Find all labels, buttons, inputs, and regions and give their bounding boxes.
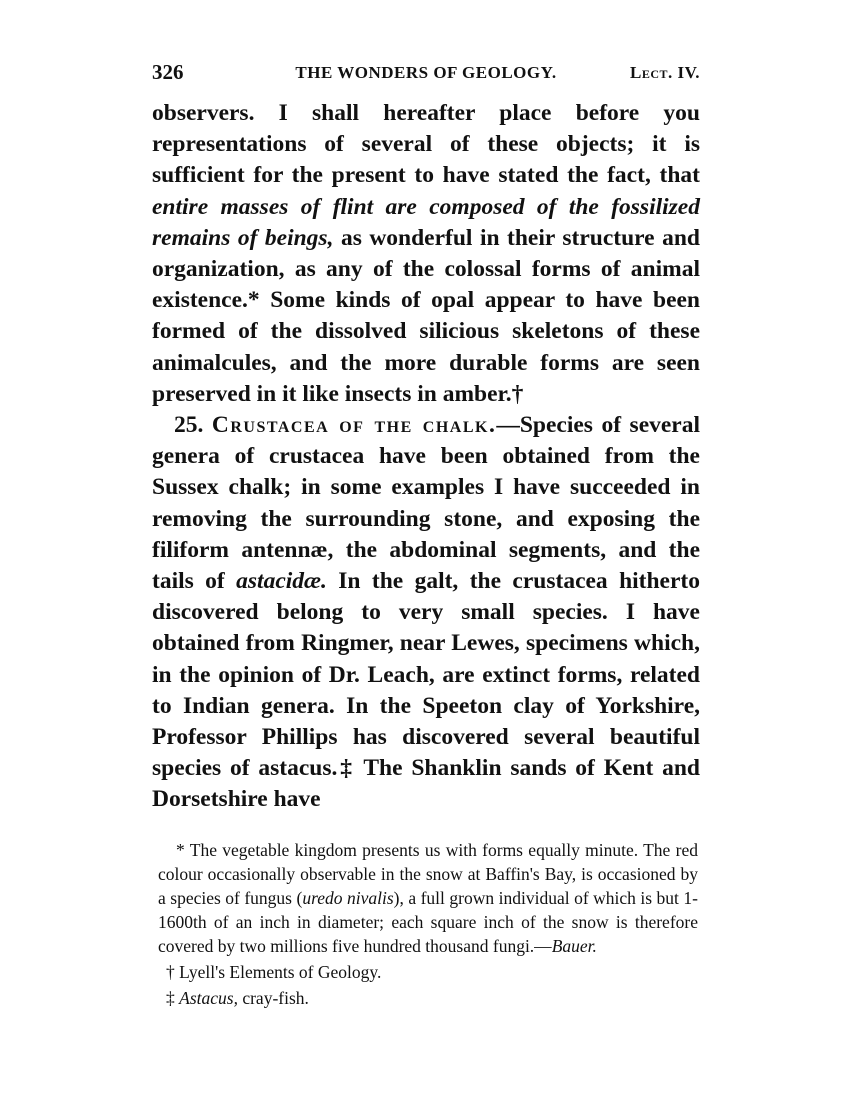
main-text — [152, 98, 700, 816]
footnote-1-text-a: * The vegetable kingdom presents us with forms equally minute. The red colour occasionally observable in the snow at Baffin's Bay, is occasioned by a species of fungus ( — [158, 840, 698, 908]
footnote-1-italic-a: uredo nivalis — [302, 888, 394, 908]
paragraph-2-text-a: —Species of several genera of crustacea have been obtained from the Sussex chalk; in some examples I have succeeded in removing the surrounding stone, and exposing the filiform antennæ, the abdominal segments, and the tails of — [152, 412, 701, 595]
footnote-1-text-b: ), a full grown individual of which is but 1-1600th of an inch in diameter; each square inch of the snow is therefore covered by two millions five hundred thousand fungi.— — [158, 888, 698, 956]
running-title: THE WONDERS OF GEOLOGY. — [295, 63, 557, 82]
section-heading: Crustacea of the chalk. — [211, 412, 497, 439]
paragraph-2 — [152, 410, 700, 816]
footnote-3-mark: ‡ — [166, 988, 180, 1008]
paragraph-1-italic: entire masses of flint are composed of the fossilized remains of beings, — [152, 193, 700, 251]
lecture-label: Lect. IV. — [630, 63, 700, 82]
footnote-3-italic: Astacus, — [179, 988, 238, 1008]
footnote-1-italic-b: Bauer. — [551, 936, 597, 956]
section-number: 25. — [174, 412, 204, 439]
footnote-2: † Lyell's Elements of Geology. — [166, 962, 382, 982]
page-number: 326 — [152, 60, 184, 84]
paragraph-1 — [152, 98, 700, 410]
footnote-3-text: cray-fish. — [237, 988, 309, 1008]
footnotes — [158, 838, 698, 1010]
running-header — [152, 60, 700, 90]
paragraph-2-italic: astacidæ. — [236, 568, 327, 595]
footnote-1 — [158, 838, 698, 958]
paragraph-1-text-a: observers. I shall hereafter place before you representations of several of these objects; it is sufficient for the present to have stated the fact, that — [152, 100, 700, 189]
footnote-3 — [158, 986, 698, 1010]
paragraph-2-text-b: In the galt, the crustacea hitherto discovered belong to very small species. I have obtained from Ringmer, near Lewes, specimens which, in the opinion of Dr. Leach, are extinct forms, related to Indian genera. In the Speeton clay of Yorkshire, Professor Phillips has discovered several beautiful species of astacus.‡ The Shanklin sands of Kent and Dorsetshire have — [152, 568, 700, 813]
paragraph-1-text-b: as wonderful in their structure and organization, as any of the colossal forms of animal existence.* Some kinds of opal appear to have been formed of the dissolved silicious skeletons of these animalcules, and the more durable forms are seen preserved in it like insects in amber.† — [152, 224, 700, 407]
